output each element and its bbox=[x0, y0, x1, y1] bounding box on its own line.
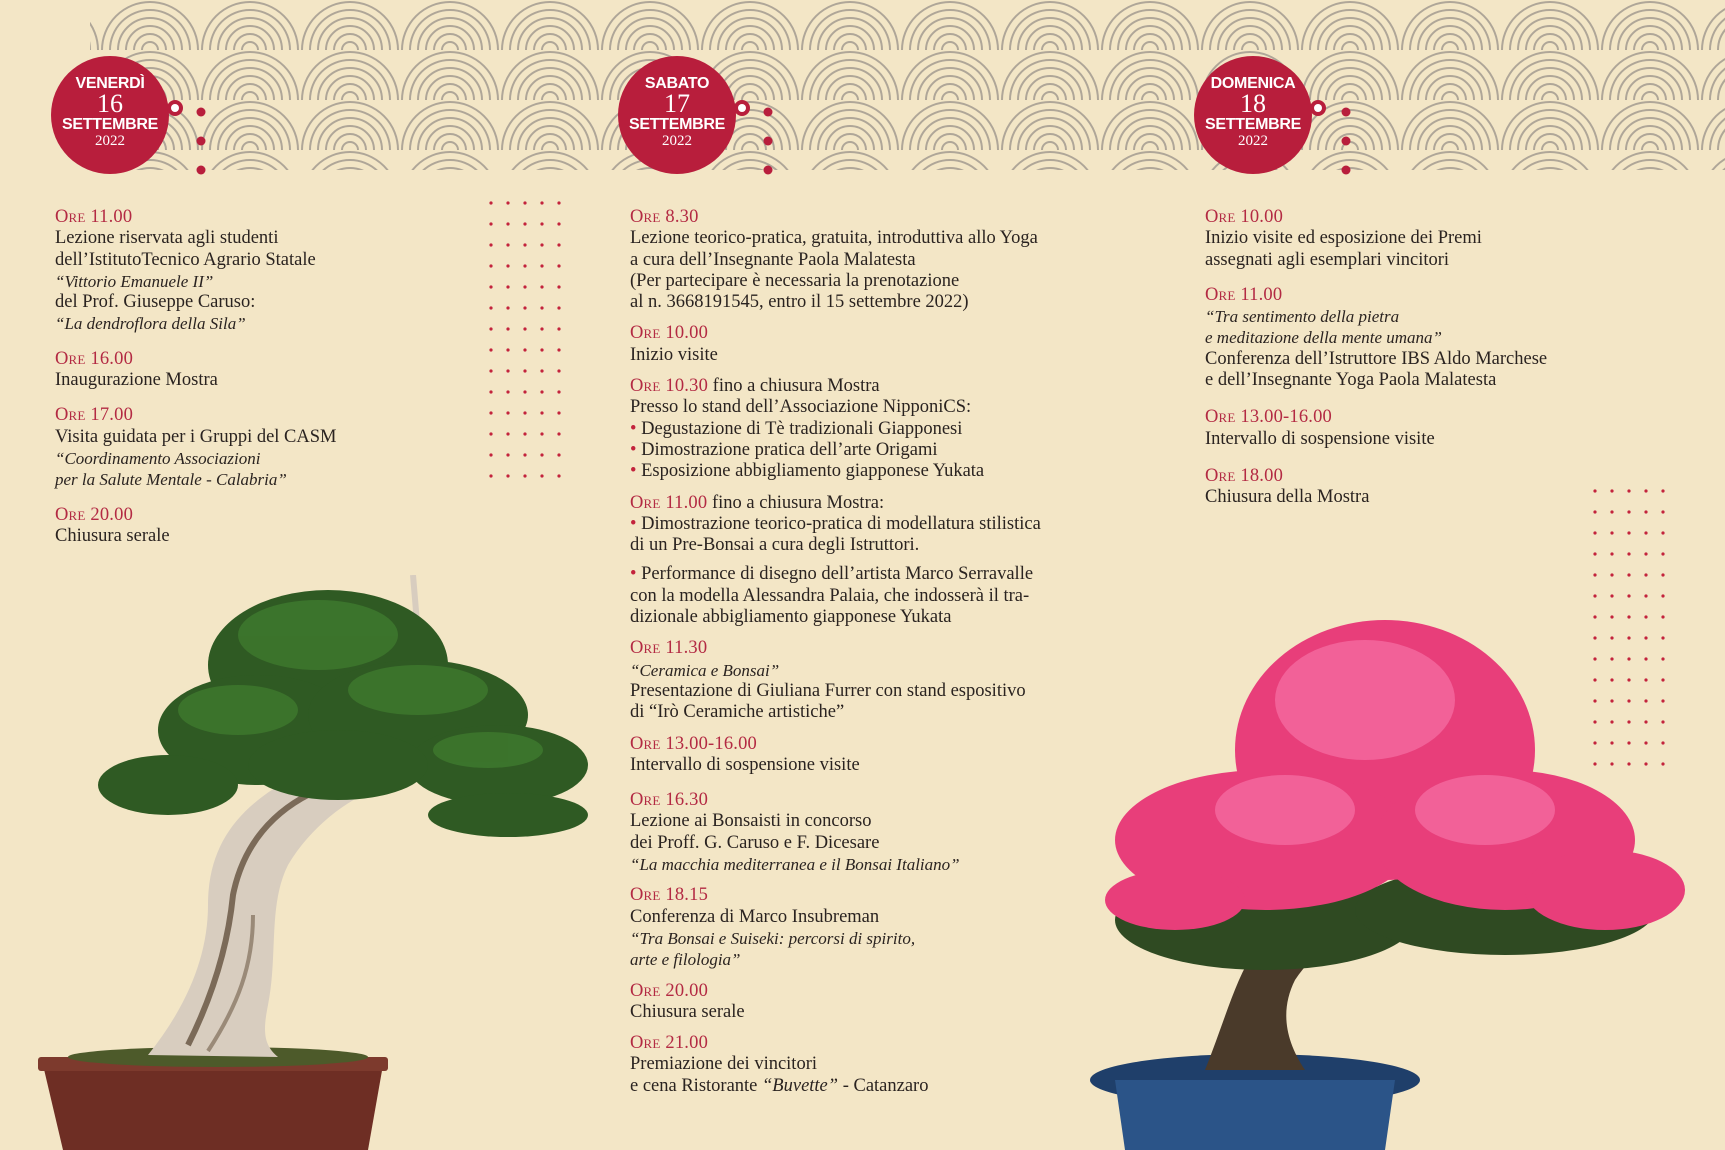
event-time-note: fino a chiusura Mostra bbox=[708, 376, 880, 397]
event-line: Presso lo stand dell’Associazione NipponiCS: bbox=[630, 397, 972, 418]
event-line: al n. 3668191545, entro il 15 settembre 2022) bbox=[630, 292, 969, 313]
schedule-column-saturday bbox=[630, 207, 1100, 1107]
badge-day: 18 bbox=[1240, 89, 1266, 118]
event-line: di un Pre-Bonsai a cura degli Istruttori. bbox=[630, 535, 920, 556]
badge-year: 2022 bbox=[1238, 133, 1268, 149]
azalea-bonsai-image bbox=[1085, 610, 1725, 1150]
schedule-event bbox=[630, 1033, 1100, 1097]
event-line: di “Irò Ceramiche artistiche” bbox=[630, 702, 845, 723]
badge-day: 16 bbox=[97, 89, 123, 118]
event-line: dell’IstitutoTecnico Agrario Statale bbox=[55, 249, 316, 270]
badge-weekday: DOMENICA bbox=[1210, 75, 1296, 92]
schedule-event bbox=[630, 638, 1100, 723]
event-line: e dell’Insegnante Yoga Paola Malatesta bbox=[1205, 370, 1497, 391]
schedule-event bbox=[630, 790, 1100, 875]
event-time-note: fino a chiusura Mostra: bbox=[707, 492, 885, 513]
dotted-grid bbox=[488, 200, 568, 490]
event-line: del Prof. Giuseppe Caruso: bbox=[55, 292, 256, 313]
decorative-dots bbox=[1340, 105, 1354, 175]
event-time: Ore 17.00 bbox=[55, 405, 134, 426]
badge-day: 17 bbox=[664, 89, 690, 118]
event-line: a cura dell’Insegnante Paola Malatesta bbox=[630, 249, 916, 270]
event-line: assegnati agli esemplari vincitori bbox=[1205, 249, 1450, 270]
event-line: Intervallo di sospensione visite bbox=[1205, 428, 1435, 449]
event-line: Premiazione dei vincitori bbox=[630, 1054, 817, 1075]
event-line: per la Salute Mentale - Calabria” bbox=[55, 470, 287, 490]
event-line: dei Proff. G. Caruso e F. Dicesare bbox=[630, 832, 880, 853]
badge-month: SETTEMBRE bbox=[62, 116, 158, 133]
event-line: “La macchia mediterranea e il Bonsai Italiano” bbox=[630, 855, 960, 875]
schedule-column-friday bbox=[55, 207, 475, 557]
event-time: Ore 11.30 bbox=[630, 638, 708, 659]
event-line bbox=[630, 1076, 1100, 1097]
event-time: Ore 11.00 bbox=[630, 492, 708, 513]
event-time: Ore 11.00 bbox=[55, 207, 133, 227]
schedule-event bbox=[630, 376, 1100, 482]
event-line-part: - Catanzaro bbox=[838, 1075, 929, 1096]
badge-weekday: SABATO bbox=[644, 75, 710, 92]
event-line: Lezione riservata agli studenti bbox=[55, 228, 279, 249]
event-line: Inizio visite bbox=[630, 344, 718, 365]
schedule-event bbox=[1205, 407, 1635, 450]
event-time: Ore 18.00 bbox=[1205, 465, 1284, 486]
event-line: “La dendroflora della Sila” bbox=[55, 314, 246, 334]
event-line: Inizio visite ed esposizione dei Premi bbox=[1205, 228, 1482, 249]
schedule-column-sunday bbox=[1205, 207, 1635, 519]
schedule-event bbox=[1205, 466, 1635, 509]
date-badge-sunday bbox=[1193, 53, 1313, 173]
event-line: (Per partecipare è necessaria la prenotazione bbox=[630, 270, 960, 291]
event-time: Ore 11.00 bbox=[1205, 284, 1283, 305]
event-line-italic: “Buvette” bbox=[762, 1075, 839, 1096]
badge-year: 2022 bbox=[95, 133, 125, 149]
event-line: Lezione teorico-pratica, gratuita, introduttiva allo Yoga bbox=[630, 228, 1038, 249]
event-line: “Coordinamento Associazioni bbox=[55, 448, 261, 468]
schedule-event bbox=[630, 981, 1100, 1024]
event-time: Ore 10.30 bbox=[630, 376, 709, 397]
event-time: Ore 21.00 bbox=[630, 1033, 709, 1054]
schedule-event bbox=[55, 349, 475, 392]
schedule-event bbox=[630, 323, 1100, 366]
schedule-event bbox=[630, 885, 1100, 970]
event-time: Ore 20.00 bbox=[55, 504, 134, 525]
event-line: Conferenza dell’Istruttore IBS Aldo Marchese bbox=[1205, 348, 1548, 369]
event-time: Ore 16.30 bbox=[630, 790, 709, 811]
event-time: Ore 10.00 bbox=[1205, 207, 1284, 227]
event-time: Ore 18.15 bbox=[630, 885, 709, 906]
schedule-event bbox=[55, 405, 475, 490]
event-line: “Tra sentimento della pietra bbox=[1205, 307, 1400, 327]
event-time: Ore 16.00 bbox=[55, 348, 134, 369]
event-bullet: • Degustazione di Tè tradizionali Giapponesi bbox=[630, 419, 1100, 440]
event-bullet: • Esposizione abbigliamento giapponese Yukata bbox=[630, 461, 1100, 482]
schedule-event bbox=[630, 207, 1100, 313]
event-line: Intervallo di sospensione visite bbox=[630, 754, 860, 775]
decorative-dots bbox=[195, 105, 209, 175]
event-time: Ore 20.00 bbox=[630, 980, 709, 1001]
event-line: Chiusura serale bbox=[55, 525, 170, 546]
event-line: “Ceramica e Bonsai” bbox=[630, 660, 780, 680]
event-line: Lezione ai Bonsaisti in concorso bbox=[630, 811, 872, 832]
event-time: Ore 8.30 bbox=[630, 207, 699, 227]
event-line: Presentazione di Giuliana Furrer con stand espositivo bbox=[630, 680, 1026, 701]
event-time: Ore 13.00-16.00 bbox=[1205, 407, 1333, 428]
schedule-event bbox=[1205, 285, 1635, 391]
schedule-event bbox=[630, 734, 1100, 777]
event-line: Visita guidata per i Gruppi del CASM bbox=[55, 426, 337, 447]
date-badge-friday bbox=[50, 53, 170, 173]
badge-weekday: VENERDÌ bbox=[75, 75, 145, 92]
juniper-bonsai-image bbox=[38, 575, 598, 1150]
event-line: Conferenza di Marco Insubreman bbox=[630, 906, 880, 927]
event-line-part: e cena Ristorante bbox=[630, 1075, 763, 1096]
event-line: e meditazione della mente umana” bbox=[1205, 328, 1443, 348]
badge-year: 2022 bbox=[662, 133, 692, 149]
event-line: Chiusura della Mostra bbox=[1205, 487, 1370, 508]
event-time: Ore 13.00-16.00 bbox=[630, 733, 758, 754]
decorative-dots bbox=[762, 105, 776, 175]
event-line: Inaugurazione Mostra bbox=[55, 370, 218, 391]
schedule-event bbox=[55, 505, 475, 548]
schedule-event bbox=[1205, 207, 1635, 271]
schedule-event bbox=[630, 493, 1100, 629]
event-bullet: • Dimostrazione pratica dell’arte Origami bbox=[630, 440, 1100, 461]
event-bullet: • Performance di disegno dell’artista Marco Serravalle bbox=[630, 564, 1100, 585]
badge-month: SETTEMBRE bbox=[629, 116, 725, 133]
event-line: Chiusura serale bbox=[630, 1001, 745, 1022]
event-time: Ore 10.00 bbox=[630, 323, 709, 344]
schedule-event bbox=[55, 207, 475, 335]
event-line: “Vittorio Emanuele II” bbox=[55, 271, 214, 291]
event-line: dizionale abbigliamento giapponese Yukata bbox=[630, 607, 952, 628]
date-badge-saturday bbox=[617, 53, 737, 173]
event-line: arte e filologia” bbox=[630, 950, 741, 970]
event-bullet: • Dimostrazione teorico-pratica di modellatura stilistica bbox=[630, 514, 1100, 535]
badge-month: SETTEMBRE bbox=[1205, 116, 1301, 133]
event-line: “Tra Bonsai e Suiseki: percorsi di spirito, bbox=[630, 928, 916, 948]
event-line: con la modella Alessandra Palaia, che indosserà il tra- bbox=[630, 585, 1030, 606]
